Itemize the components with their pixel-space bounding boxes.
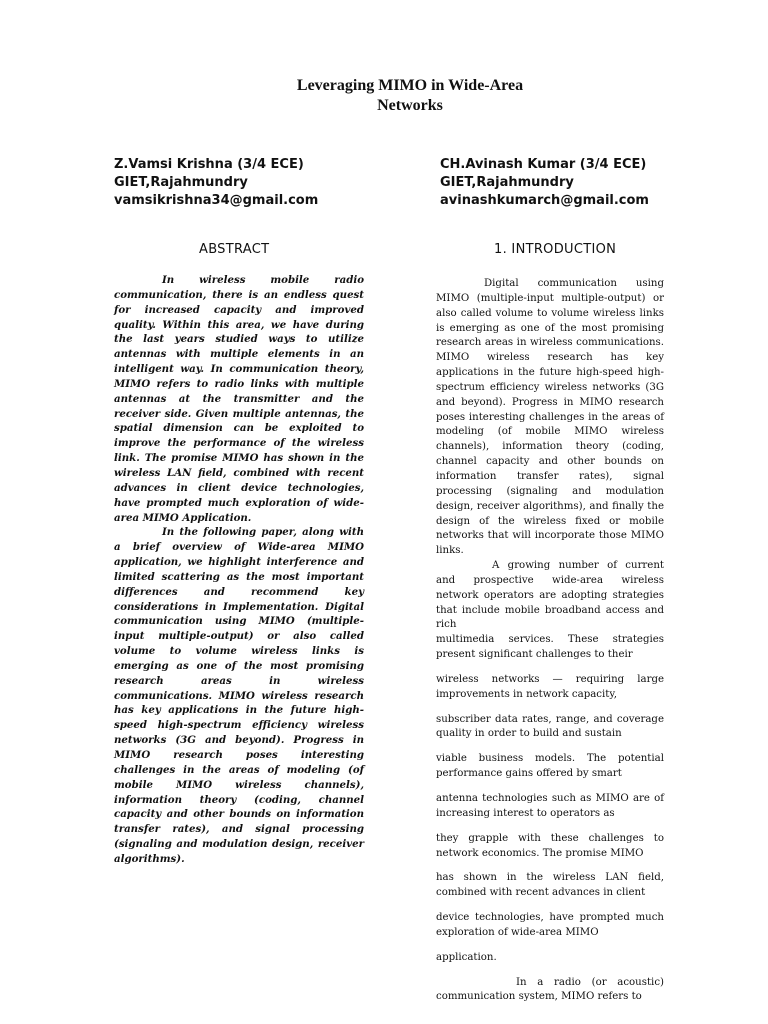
intro-paragraph-11: application.: [436, 951, 497, 963]
intro-paragraph-3: multimedia services. These strategies present significant challenges to their: [436, 634, 664, 661]
intro-paragraph-7: antenna technologies such as MIMO are of increasing interest to operators as: [436, 793, 664, 819]
intro-paragraph-8: they grapple with these challenges to network economics. The promise MIMO: [436, 832, 664, 859]
introduction-heading: 1. INTRODUCTION: [494, 242, 617, 257]
intro-paragraph-4: wireless networks — requiring large improvements in network capacity,: [436, 673, 664, 700]
author-block-1: [114, 156, 318, 210]
abstract-paragraph-1: In wireless mobile radio communication, there is an endless quest for increased capacity and improved quality. Within this area, we have during the last years studied ways to utilize antennas with multiple elements in an intelligent way. In communication theory, MIMO refers to radio links with multiple antennas at the transmitter and the receiver side. Given multiple antennas, the spatial dimension can be exploited to improve the performance of the wireless link. The promise MIMO has shown in the wireless LAN field, combined with recent advances in client device technologies, have prompted much exploration of wide-area MIMO Application.: [114, 274, 364, 524]
author-email: vamsikrishna34@gmail.com: [114, 193, 319, 208]
author-block-2: [440, 156, 649, 210]
author-email: avinashkumarch@gmail.com: [440, 193, 649, 208]
intro-paragraph-12: In a radio (or acoustic) communication system, MIMO refers to: [436, 976, 664, 1003]
intro-paragraph-6: viable business models. The potential performance gains offered by smart: [436, 753, 664, 780]
author-name: CH.Avinash Kumar (3/4 ECE): [440, 157, 647, 172]
intro-paragraph-10: device technologies, have prompted much exploration of wide-area MIMO: [436, 912, 664, 938]
intro-paragraph-1: Digital communication using MIMO (multiple-input multiple-output) or also called volume to volume wireless links is emerging as one of the most promising research areas in wireless communications. MIMO wireless research has key applications in the future high-speed high-spectrum efficiency wireless networks (3G and beyond). Progress in MIMO research poses interesting challenges in the areas of modeling (of mobile MIMO wireless channels), information theory (coding, channel capacity and other bounds on information transfer rates), signal processing (signaling and modulation design, receiver algorithms), and finally the design of the wireless fixed or mobile networks that will incorporate those MIMO links.: [436, 278, 664, 557]
author-name: Z.Vamsi Krishna (3/4 ECE): [114, 157, 304, 172]
author-affiliation: GIET,Rajahmundry: [440, 175, 574, 190]
abstract-paragraph-2: In the following paper, along with a brief overview of Wide-area MIMO application, we highlight interference and limited scattering as the most important differences and recommend key considerations in Implementation. Digital communication using MIMO (multiple-input multiple-output) or also called volume to volume wireless links is emerging as one of the most promising research areas in wireless communications. MIMO wireless research has key applications in the future high-speed high-spectrum efficiency wireless networks (3G and beyond). Progress in MIMO research poses interesting challenges in the areas of modeling (of mobile MIMO wireless channels), information theory (coding, channel capacity and other bounds on information transfer rates), and signal processing (signaling and modulation design, receiver algorithms).: [114, 526, 364, 865]
abstract-body: [114, 273, 364, 867]
paper-title-line-1: Leveraging MIMO in Wide-Area: [296, 77, 524, 94]
intro-paragraph-5: subscriber data rates, range, and coverage quality in order to build and sustain: [436, 713, 664, 740]
introduction-body: [436, 277, 664, 1005]
abstract-heading: ABSTRACT: [199, 242, 270, 257]
intro-paragraph-2: A growing number of current and prospective wide-area wireless network operators are adopting strategies that include mobile broadband access and rich: [436, 560, 664, 631]
author-affiliation: GIET,Rajahmundry: [114, 175, 248, 190]
paper-title: [0, 76, 768, 116]
intro-paragraph-9: has shown in the wireless LAN field, combined with recent advances in client: [436, 872, 664, 899]
paper-title-line-2: Networks: [377, 97, 443, 114]
